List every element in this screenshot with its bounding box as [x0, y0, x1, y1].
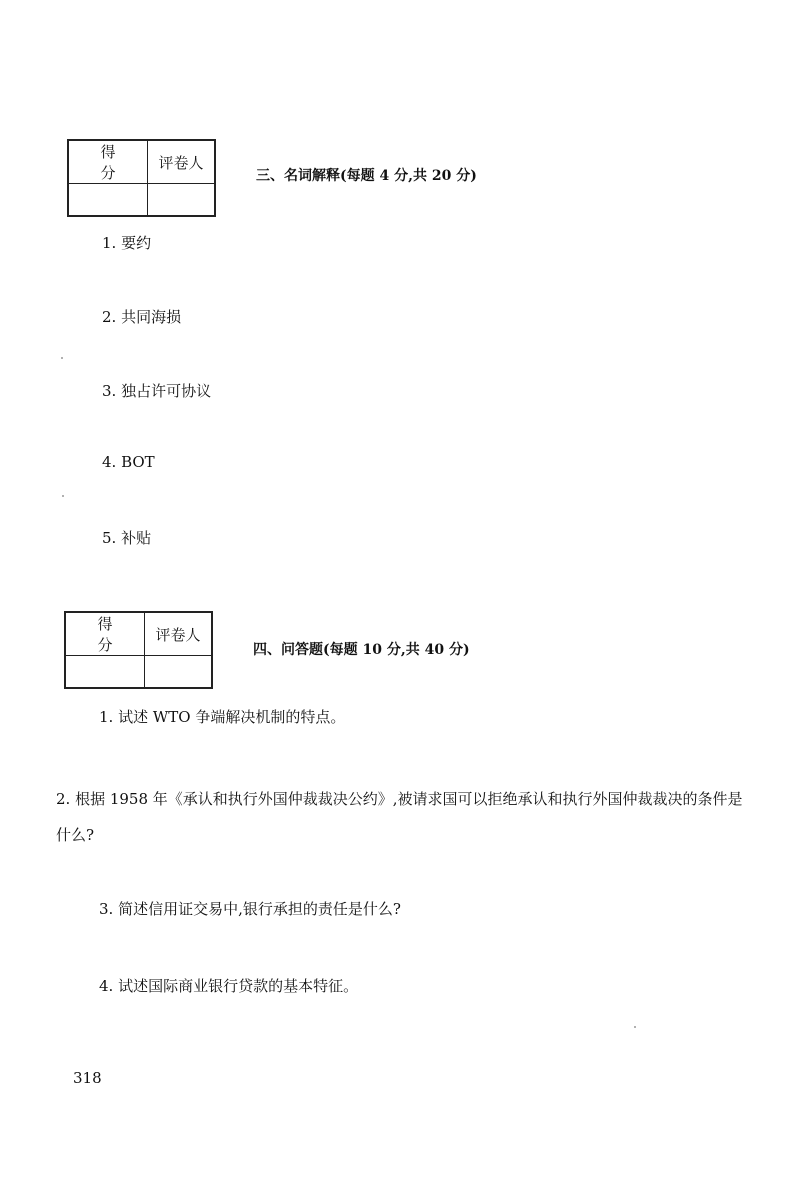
score-label: 得 分 — [68, 140, 148, 184]
grader-label: 评卷人 — [145, 612, 213, 656]
section4-question-1: 1. 试述 WTO 争端解决机制的特点。 — [99, 708, 346, 726]
section3-item-5: 5. 补贴 — [102, 529, 152, 547]
section3-item-4: 4. BOT — [102, 453, 155, 471]
section4-question-4: 4. 试述国际商业银行贷款的基本特征。 — [99, 977, 359, 995]
scan-speck — [61, 357, 63, 359]
scan-speck — [62, 495, 64, 497]
grader-cell — [148, 184, 216, 217]
section3-item-3: 3. 独占许可协议 — [102, 382, 212, 400]
section3-title: 三、名词解释(每题 4 分,共 20 分) — [256, 168, 477, 184]
section3-item-2: 2. 共同海损 — [102, 308, 182, 326]
section4-question-3: 3. 简述信用证交易中,银行承担的责任是什么? — [99, 900, 401, 918]
section4-title: 四、问答题(每题 10 分,共 40 分) — [253, 642, 470, 658]
grader-cell — [145, 656, 213, 689]
section3-item-1: 1. 要约 — [102, 234, 152, 252]
page-number: 318 — [73, 1069, 102, 1087]
score-table-section3 — [67, 139, 216, 217]
score-cell — [65, 656, 145, 689]
score-cell — [68, 184, 148, 217]
section4-question-2: 2. 根据 1958 年《承认和执行外国仲裁裁决公约》,被请求国可以拒绝承认和执行外国仲裁裁决的条件是什么? — [56, 790, 743, 844]
score-table-section4 — [64, 611, 213, 689]
score-label: 得 分 — [65, 612, 145, 656]
grader-label: 评卷人 — [148, 140, 216, 184]
scan-speck — [634, 1026, 636, 1028]
